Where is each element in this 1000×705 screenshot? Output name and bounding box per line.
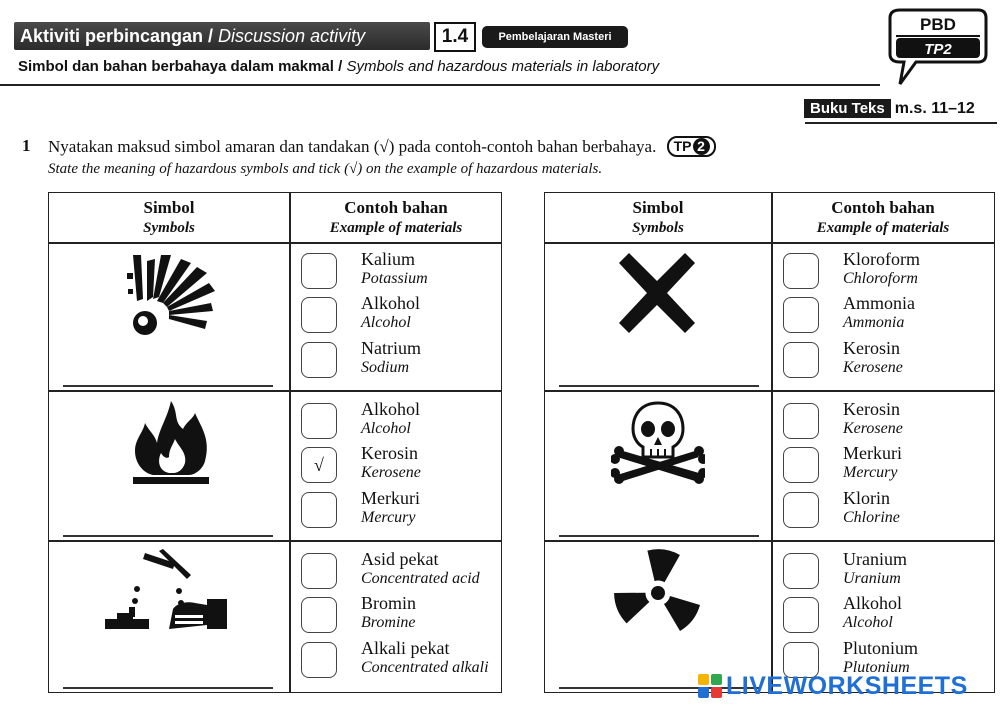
row-divider [545,540,994,542]
tick-checkbox[interactable] [783,553,819,589]
header-example-en: Example of materials [816,220,950,236]
material-name-ms: Klorin [843,488,890,508]
irritant-x-icon [617,253,697,335]
tick-checkbox[interactable] [783,403,819,439]
material-name-en: Chlorine [843,509,900,526]
material-name-en: Bromine [361,614,416,631]
textbook-pages: m.s. 11–12 [894,100,975,117]
tick-checkbox[interactable] [301,253,337,289]
right-table [544,192,995,693]
material-name-ms: Alkohol [843,593,903,613]
material-name-ms: Plutonium [843,638,919,658]
material-name-en: Concentrated alkali [361,659,489,676]
tick-checkbox[interactable]: √ [301,447,337,483]
unit-number: 1.4 [434,22,476,52]
material-name-en: Chloroform [843,270,918,287]
material-name-ms: Merkuri [843,443,902,463]
corrosive-icon [103,549,235,637]
answer-line[interactable] [559,535,759,537]
material-name-ms: Merkuri [361,488,420,508]
textbook-label: Buku Teks [804,99,891,118]
header-example-en: Example of materials [329,220,463,236]
material-name-ms: Kerosin [843,399,900,419]
header-symbol-ms: Simbol [143,198,195,217]
tp-badge [667,136,716,157]
tick-checkbox[interactable] [301,492,337,528]
material-name-en: Uranium [843,570,901,587]
row-divider [545,242,994,244]
tick-checkbox[interactable] [301,553,337,589]
tick-checkbox[interactable] [783,342,819,378]
material-name-ms: Bromin [361,593,417,613]
header-rule [0,84,880,86]
toxic-skull-icon [611,399,705,485]
radioactive-icon [613,549,703,637]
header-symbols [545,197,771,239]
material-name-en: Sodium [361,359,409,376]
material-name-en: Alcohol [361,420,411,437]
material-name-ms: Kalium [361,249,415,269]
material-name-ms: Uranium [843,549,907,569]
watermark-text: LIVEWORKSHEETS [726,672,968,700]
textbook-reference [804,100,975,122]
textbook-rule [805,122,997,124]
mastery-tag: Pembelajaran Masteri [482,26,628,48]
answer-line[interactable] [63,687,273,689]
material-name-en: Plutonium [843,659,910,676]
material-name-ms: Alkohol [361,399,421,419]
explosive-icon [125,253,217,339]
header-example-ms: Contoh bahan [831,198,935,217]
tick-checkbox[interactable] [301,342,337,378]
pbd-label: PBD [920,15,956,34]
header-symbol-en: Symbols [143,220,195,236]
tick-checkbox[interactable] [783,253,819,289]
subtitle-ms: Simbol dan bahan berbahaya dalam makmal / [18,58,347,75]
material-name-ms: Natrium [361,338,421,358]
page-subtitle [18,58,659,75]
material-name-ms: Ammonia [843,293,915,313]
header-examples [290,197,502,239]
pbd-badge [882,6,988,90]
banner-title-en: Discussion activity [218,26,366,46]
column-divider [771,193,773,692]
subtitle-en: Symbols and hazardous materials in laboratory [346,58,660,75]
tick-checkbox[interactable] [301,597,337,633]
tick-checkbox[interactable] [301,642,337,678]
liveworksheets-icon [698,674,722,698]
header-symbol-en: Symbols [632,220,684,236]
material-name-en: Alcohol [361,314,411,331]
tick-checkbox[interactable] [301,403,337,439]
tick-checkbox[interactable] [301,297,337,333]
material-name-en: Concentrated acid [361,570,480,587]
material-name-en: Ammonia [843,314,905,331]
material-name-ms: Alkali pekat [361,638,450,658]
row-divider [545,390,994,392]
tick-checkbox[interactable] [783,492,819,528]
question-number: 1 [22,136,31,155]
tp2-label: TP2 [924,41,952,58]
material-name-en: Kerosene [843,359,903,376]
question-text [48,136,716,157]
material-name-en: Kerosene [843,420,903,437]
material-name-en: Alcohol [843,614,893,631]
header-symbol-ms: Simbol [632,198,684,217]
answer-line[interactable] [559,385,759,387]
column-divider [289,193,291,692]
header-example-ms: Contoh bahan [344,198,448,217]
material-name-en: Mercury [843,464,898,481]
tick-checkbox[interactable] [783,447,819,483]
material-name-ms: Kloroform [843,249,920,269]
tick-checkbox[interactable] [783,297,819,333]
material-name-en: Potassium [361,270,428,287]
question-text-en: State the meaning of hazardous symbols and tick (√) on the example of hazardous materials. [48,161,603,177]
material-name-ms: Kerosin [843,338,900,358]
activity-banner [14,22,430,50]
material-name-en: Mercury [361,509,416,526]
material-name-ms: Alkohol [361,293,421,313]
answer-line[interactable] [63,535,273,537]
banner-title-ms: Aktiviti perbincangan / [20,26,219,46]
material-name-ms: Asid pekat [361,549,439,569]
tp-label: TP [673,138,692,154]
header-symbols [49,197,289,239]
left-table [48,192,502,693]
flammable-icon [129,399,213,485]
material-name-ms: Kerosin [361,443,418,463]
header-examples [772,197,994,239]
row-divider [49,390,501,392]
question-text-ms: Nyatakan maksud simbol amaran dan tandakan (√) pada contoh-contoh bahan berbahaya. [48,137,657,156]
row-divider [49,540,501,542]
tp-level: 2 [693,138,710,155]
tick-checkbox[interactable] [783,597,819,633]
answer-line[interactable] [63,385,273,387]
row-divider [49,242,501,244]
material-name-en: Kerosene [361,464,421,481]
